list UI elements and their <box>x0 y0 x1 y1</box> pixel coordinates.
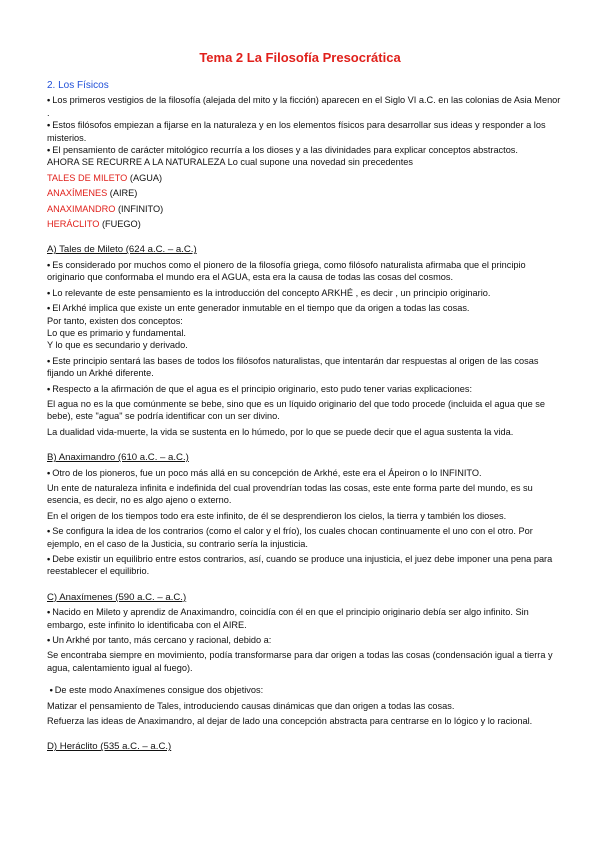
bullet-icon: • <box>47 120 51 131</box>
list-item <box>47 634 562 646</box>
bullet-icon: • <box>47 355 51 366</box>
list-item <box>47 525 562 550</box>
bullet-icon: • <box>47 635 51 646</box>
list-item <box>47 684 562 696</box>
naturaleza-statement <box>47 156 562 168</box>
philosopher-element: (FUEGO) <box>99 219 141 230</box>
bullet-icon: • <box>47 287 51 298</box>
paragraph-text: Nacido en Mileto y aprendiz de Anaximandro, coincidía con él en que el principio originario debía ser algo infinito. Sin embargo, este infinito lo identificaba con el AIRE. <box>47 607 529 630</box>
list-item <box>47 259 562 284</box>
paragraph-text: Es considerado por muchos como el pionero de la filosofía griega, como filósofo naturalista afirmaba que el principio originario que conformaba el mundo era el AGUA, esta era la causa de todas las cosas del cosmos. <box>47 259 526 283</box>
list-item <box>47 94 562 119</box>
paragraph-text: Refuerza las ideas de Anaximandro, al dejar de lado una concepción abstracta para centrarse en lo lógico y lo racional. <box>47 716 533 727</box>
list-item <box>47 553 562 578</box>
paragraph-text: El Arkhé implica que existe un ente generador inmutable en el tiempo que da origen a todas las cosas. <box>52 303 470 314</box>
list-item <box>47 355 562 380</box>
bullet-icon: • <box>47 303 51 314</box>
philosopher-name: HERÁCLITO <box>47 219 100 230</box>
paragraph-text: De este modo Anaxímenes consigue dos objetivos: <box>54 685 264 696</box>
section-heading-tales: A) Tales de Mileto (624 a.C. – a.C.) <box>47 244 197 256</box>
paragraph-text: Se encontraba siempre en movimiento, podía transformarse para dar origen a todas las cosas (condensación igual a tierra y agua, calentamiento igual al fuego). <box>47 650 553 673</box>
paragraph-text: Se configura la idea de los contrarios (como el calor y el frío), los cuales chocan continuamente el uno con el otro. Por ejemplo, en el caso de la Justicia, su contrario sería la injusticia. <box>47 526 533 549</box>
paragraph-text: Los primeros vestigios de la filosofía (alejada del mito y la ficción) aparecen en el Siglo VI a.C. en las colonias de Asia Menor . <box>47 95 561 118</box>
bullet-icon: • <box>47 467 51 478</box>
list-item <box>47 606 562 631</box>
list-item <box>47 467 562 479</box>
bullet-icon: • <box>47 145 51 156</box>
paragraph-text: Y lo que es secundario y derivado. <box>47 340 188 351</box>
paragraph-text: Este principio sentará las bases de todos los filósofos naturalistas, que intentarán dar respuestas al origen de las cosas fijando un Arkhé diferente. <box>47 355 539 379</box>
bullet-icon: • <box>49 685 53 696</box>
philosopher-name: TALES DE MILETO <box>47 172 128 183</box>
paragraph-text: Estos filósofos empiezan a fijarse en la naturaleza y en los elementos físicos para desarrollar sus ideas y responder a los misterios. <box>47 120 546 143</box>
bullet-icon: • <box>47 383 51 394</box>
paragraph-text: Lo que es primario y fundamental. <box>47 327 186 338</box>
list-item <box>47 287 562 299</box>
paragraph-text: Otro de los pioneros, fue un poco más allá en su concepción de Arkhé, este era el Ápeiron o lo INFINITO. <box>52 467 482 478</box>
paragraph-text: Matizar el pensamiento de Tales, introduciendo causas dinámicas que dan origen a todas las cosas. <box>47 700 455 711</box>
paragraph-text: Respecto a la afirmación de que el agua es el principio originario, esto pudo tener varias explicaciones: <box>52 383 473 394</box>
list-item <box>47 119 562 144</box>
philosopher-line <box>47 203 562 215</box>
paragraph-text: Un Arkhé por tanto, más cercano y racional, debido a: <box>52 635 272 646</box>
bullet-icon: • <box>47 554 51 564</box>
philosopher-element: (AIRE) <box>107 188 138 199</box>
bullet-icon: • <box>47 95 51 106</box>
section-heading-anaximandro: B) Anaximandro (610 a.C. – a.C.) <box>47 452 189 464</box>
paragraph-text: Un ente de naturaleza infinita e indefinida del cual provendrían todas las cosas, este ente forma parte del mundo, es su esencia, es decir, no es algo ajeno o externo. <box>47 482 533 506</box>
paragraph-text: En el origen de los tiempos todo era este infinito, de él se desprendieron los cielos, la tierra y también los dioses. <box>47 510 507 521</box>
philosopher-line <box>47 187 562 199</box>
bullet-icon: • <box>47 607 51 618</box>
naturaleza-suffix: Lo cual supone una novedad sin precedentes <box>225 157 414 168</box>
paragraph-text: Lo relevante de este pensamiento es la introducción del concepto ARKHÉ , es decir , un principio originario. <box>52 287 491 298</box>
philosopher-name: ANAXÍMENES <box>47 188 108 199</box>
paragraph-text: El agua no es la que comúnmente se bebe, sino que es un líquido originario del que todo procede (incluida el agua que se bebe), este "agua" se podría identificar con un ser divino. <box>47 398 546 422</box>
section-heading-fisicos: 2. Los Físicos <box>47 80 109 91</box>
philosopher-name: ANAXIMANDRO <box>47 203 116 214</box>
list-item <box>47 302 562 314</box>
section-heading-heraclito: D) Heráclito (535 a.C. – a.C.) <box>47 741 172 753</box>
philosopher-element: (INFINITO) <box>115 203 164 214</box>
philosopher-element: (AGUA) <box>127 172 163 183</box>
document-title: Tema 2 La Filosofía Presocrática <box>199 50 401 65</box>
paragraph-text: Por tanto, existen dos conceptos: <box>47 315 183 326</box>
naturaleza-caps: AHORA SE RECURRE A LA NATURALEZA <box>47 157 226 168</box>
paragraph-text: Debe existir un equilibrio entre estos contrarios, así, cuando se produce una injusticia, el juez debe imponer una pena para reestablecer el equilibrio. <box>47 554 553 577</box>
philosopher-line <box>47 172 562 184</box>
section-heading-anaximenes: C) Anaxímenes (590 a.C. – a.C.) <box>47 591 187 603</box>
paragraph-text: La dualidad vida-muerte, la vida se sustenta en lo húmedo, por lo que se puede decir que el agua sustenta la vida. <box>47 426 514 437</box>
list-item <box>47 144 562 156</box>
list-item <box>47 383 562 395</box>
bullet-icon: • <box>47 259 51 270</box>
document-body <box>47 80 562 756</box>
philosopher-line <box>47 218 562 230</box>
paragraph-text: El pensamiento de carácter mitológico recurría a los dioses y a las divinidades para explicar conceptos abstractos. <box>52 145 518 156</box>
bullet-icon: • <box>47 526 51 537</box>
